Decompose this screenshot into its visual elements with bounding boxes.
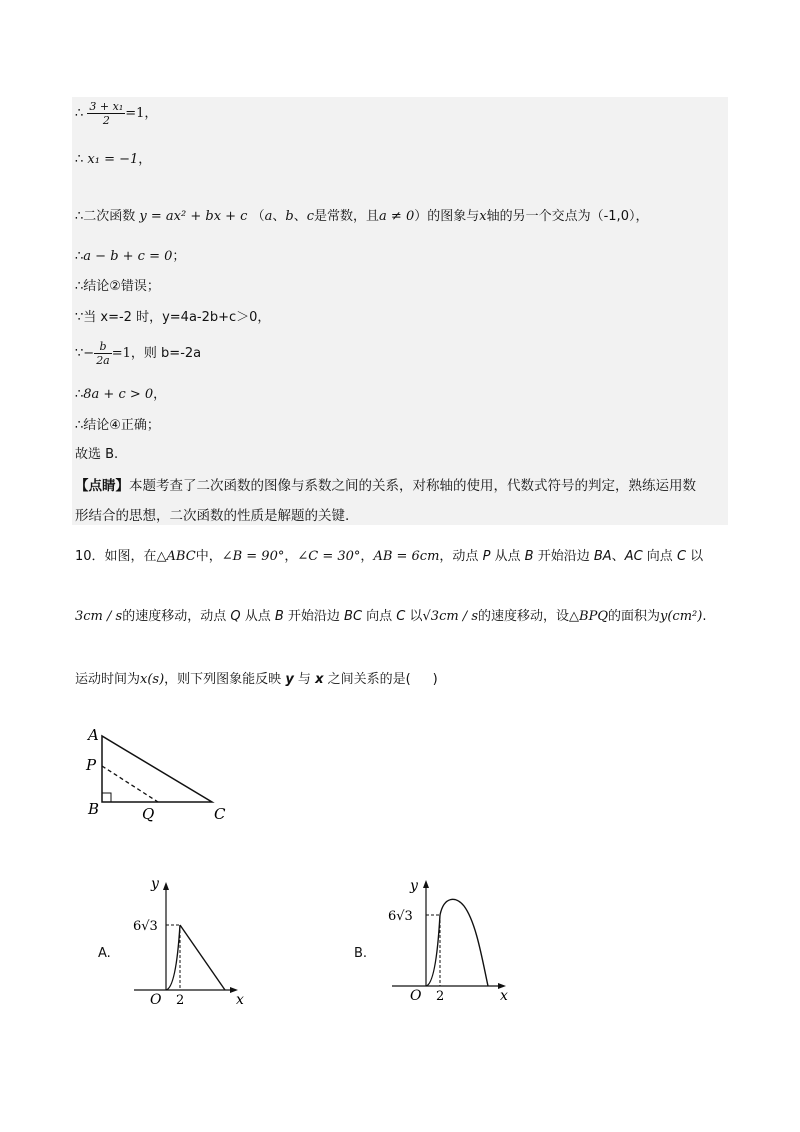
time-x: x(s) [140,672,165,687]
denominator: 2 [102,114,110,127]
var-x: x [479,209,487,224]
label-a: A [88,726,99,744]
q-text: 10．如图，在 [75,549,157,564]
q-text: 的面积为 [607,609,660,624]
q-text: 、 [611,549,625,564]
question-line-3 [75,670,438,690]
triangle-abc-shape [102,736,212,802]
solution-line-3 [75,207,648,227]
solution-line-9: ∴结论④正确； [75,418,160,433]
curve-parabola [440,899,488,986]
origin-label: O [410,988,422,1004]
y-tick-6root3: 6√3 [388,909,413,924]
label-p: P [86,756,97,774]
right-angle-mark [102,793,111,802]
equation-rhs: =1 [111,346,131,361]
q-text: ， [284,549,298,564]
option-b-graph[interactable] [384,878,514,1013]
solution-line-4 [75,247,185,267]
q-text: 从点 [240,609,275,624]
point-b: B [524,549,534,564]
q-text: 中， [195,549,222,564]
fraction [87,100,125,127]
therefore-symbol: ∴ [75,249,84,264]
q-text: ， [360,549,374,564]
minus: − [83,346,95,361]
dianjing-line-2: 形结合的思想，二次函数的性质是解题的关键. [75,508,350,524]
therefore-symbol: ∴ [75,106,84,121]
solution-line-10: 故选 B. [75,447,119,462]
q-text: 的速度移动，设 [478,609,570,624]
punct: ， [138,152,152,167]
point-b: B [274,609,284,624]
segment-pq [102,766,158,802]
numerator: b [94,340,112,354]
speed-p: 3cm / s [75,609,123,624]
therefore-symbol: ∴ [75,152,84,167]
numerator: 3 + x₁ [89,100,124,113]
line-text: ）的图象与 [414,209,480,224]
edge-ba: BA [593,549,612,564]
triangle-figure [80,722,250,832]
point-c: C [676,549,687,564]
punct: ； [172,249,186,264]
line-text: 轴的另一个交点为（-1,0）， [486,209,649,224]
area-y: y(cm²) [660,609,703,624]
dianjing-line-1 [75,476,696,496]
solution-line-7 [75,340,201,367]
label-b: B [88,800,100,818]
var-x: x [315,672,324,687]
side-ab: AB = 6cm [373,549,440,564]
equation: x₁ = −1 [87,152,139,167]
label-c: C [214,805,226,823]
point-q: Q [230,609,241,624]
y-label: y [151,878,159,892]
triangle-bpq: △BPQ [569,609,608,624]
x-tick-2: 2 [176,993,185,1008]
point-c: C [396,609,406,624]
because-symbol: ∵ [75,346,84,361]
solution-line-1 [75,100,157,127]
var-c: c [306,209,315,224]
q-text: ，动点 [439,549,483,564]
q-text: 从点 [490,549,525,564]
equation-rhs: =1 [125,106,145,121]
x-label: x [236,992,244,1008]
q-text: 以 [405,609,423,624]
curve-rising [166,925,180,990]
line-text: ，则 b=-2a [130,346,202,361]
option-a-label[interactable]: A. [98,946,111,961]
triangle-abc: △ABC [156,549,196,564]
dianjing-label: 【点睛】 [75,478,129,494]
q-text: 之间关系的是( [323,672,411,687]
angle-c: ∠C = 30° [297,549,361,564]
question-line-1 [75,547,703,567]
therefore-symbol: ∴ [75,387,84,402]
q-text: 向点 [362,609,397,624]
inequality: 8a + c > 0 [83,387,154,402]
var-a: a [264,209,273,224]
q-text: 向点 [642,549,677,564]
solution-line-6: ∵当 x=-2 时，y=4a-2b+c＞0， [75,310,271,325]
line-text: ∴二次函数 [75,209,136,224]
y-label: y [410,878,418,894]
line-text: 是常数，且 [314,209,380,224]
sep: 、 [272,209,286,224]
q-text: . [702,609,707,624]
y-tick-6root3: 6√3 [133,919,158,934]
punct: ， [153,387,167,402]
q-text: ) [432,672,438,687]
origin-label: O [150,992,162,1008]
denominator: 2a [96,354,110,367]
x-tick-2: 2 [436,989,445,1004]
punct: ， [144,106,158,121]
equation: a − b + c = 0 [83,249,173,264]
fraction [94,340,112,367]
var-b: b [285,209,294,224]
x-label: x [500,988,508,1004]
speed-q: √3cm / s [422,609,478,624]
paren: （ [251,209,265,224]
option-a-graph[interactable] [128,878,258,1013]
y-arrow-icon [423,880,429,888]
option-b-label[interactable]: B. [354,946,368,961]
question-line-2 [75,607,706,627]
var-y: y [285,672,294,687]
edge-bc: BC [344,609,363,624]
q-text: 开始沿边 [533,549,594,564]
y-arrow-icon [163,882,169,890]
q-text: 的速度移动，动点 [122,609,231,624]
line-falling [180,925,225,990]
solution-line-8 [75,385,166,405]
dianjing-text: 本题考查了二次函数的图像与系数之间的关系，对称轴的使用，代数式符号的判定，熟练运用数 [129,478,696,494]
q-text: 与 [293,672,316,687]
q-text: 开始沿边 [283,609,345,624]
q-text: ，则下列图象能反映 [164,672,286,687]
q-text: 运动时间为 [75,672,141,687]
solution-line-2 [75,150,151,170]
point-p: P [482,549,491,564]
curve-rising [426,915,440,986]
label-q: Q [142,805,155,823]
solution-line-5: ∴结论②错误； [75,279,160,294]
quadratic-function: y = ax² + bx + c [139,209,248,224]
condition: a ≠ 0 [379,209,415,224]
sep: 、 [293,209,307,224]
edge-ac: AC [624,549,643,564]
angle-b: ∠B = 90° [221,549,285,564]
q-text: 以 [686,549,704,564]
